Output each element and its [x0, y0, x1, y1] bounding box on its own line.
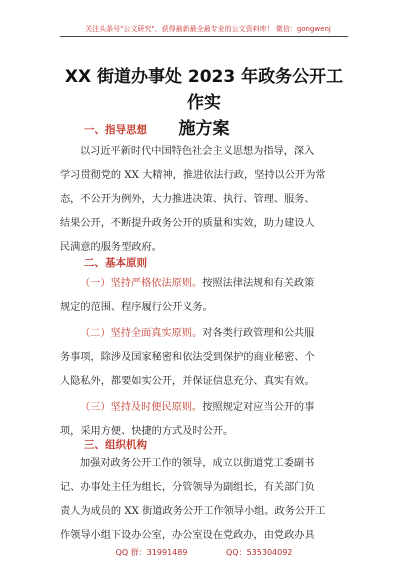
- principle-1-text: 按照法律法规和有关政策: [202, 278, 315, 289]
- top-banner: 关注头条号"公文研究"，获得最新最全最专业的公文资料库！ 微信：gongwenj: [85, 25, 331, 33]
- text-line: [60, 322, 352, 346]
- text-line: [60, 396, 352, 420]
- text-line: 以习近平新时代中国特色社会主义思想为指导，深入: [80, 146, 315, 157]
- principle-3-label: （三）坚持及时便民原则。: [80, 402, 203, 413]
- paragraph-organization: [60, 452, 352, 548]
- principle-1-label: （一）坚持严格依法原则。: [80, 278, 203, 289]
- heading-organization: 三、组织机构: [84, 439, 147, 451]
- text-line: 结果公开，不断提升政务公开的质量和实效，助力建设人: [60, 218, 315, 229]
- principle-3-text: 按照规定对应当公开的事: [202, 402, 315, 413]
- text-line: 项，采用方便、快捷的方式及时公开。: [60, 426, 234, 437]
- footer-qq-group: QQ 群：31991489: [115, 548, 188, 557]
- heading-guiding-thought: 一、指导思想: [84, 124, 147, 136]
- heading-basic-principles: 二、基本原则: [84, 257, 147, 269]
- text-line: 作领导小组下设办公室，办公室设在党政办，由党政办具: [60, 530, 315, 541]
- title-line-2: 施方案: [178, 119, 230, 139]
- text-line: 学习贯彻党的 XX 大精神，推进依法行政，坚持以公开为常: [60, 170, 326, 181]
- paragraph-principle-3: [60, 396, 352, 444]
- text-line: 加强对政务公开工作的领导，成立以街道党工委副书: [80, 458, 315, 469]
- page-footer: [0, 546, 408, 560]
- text-line: 民满意的服务型政府。: [60, 242, 162, 253]
- title-line-1: XX 街道办事处 2023 年政务公开工作实: [64, 67, 344, 113]
- paragraph-principle-1: [60, 272, 352, 320]
- text-line: [60, 272, 352, 296]
- text-line: 人隐私外，都要如实公开，并保证信息充分、真实有效。: [60, 376, 315, 387]
- paragraph-guiding-thought: [60, 140, 352, 260]
- text-line: 规定的范围、程序履行公开义务。: [60, 302, 213, 313]
- banner-divider: [60, 36, 348, 37]
- text-line: 责人为成员的 XX 街道政务公开工作领导小组。政务公开工: [60, 506, 326, 517]
- text-line: 记、办事处主任为组长，分管领导为副组长，有关部门负: [60, 482, 315, 493]
- principle-2-text: 对各类行政管理和公共服: [202, 328, 315, 339]
- text-line: 态，不公开为例外，大力推进决策、执行、管理、服务、: [60, 194, 315, 205]
- text-line: 务事项，除涉及国家秘密和依法受到保护的商业秘密、个: [60, 352, 315, 363]
- paragraph-principle-2: [60, 322, 352, 394]
- principle-2-label: （二）坚持全面真实原则。: [80, 328, 203, 339]
- footer-qq: QQ：535304092: [226, 548, 293, 557]
